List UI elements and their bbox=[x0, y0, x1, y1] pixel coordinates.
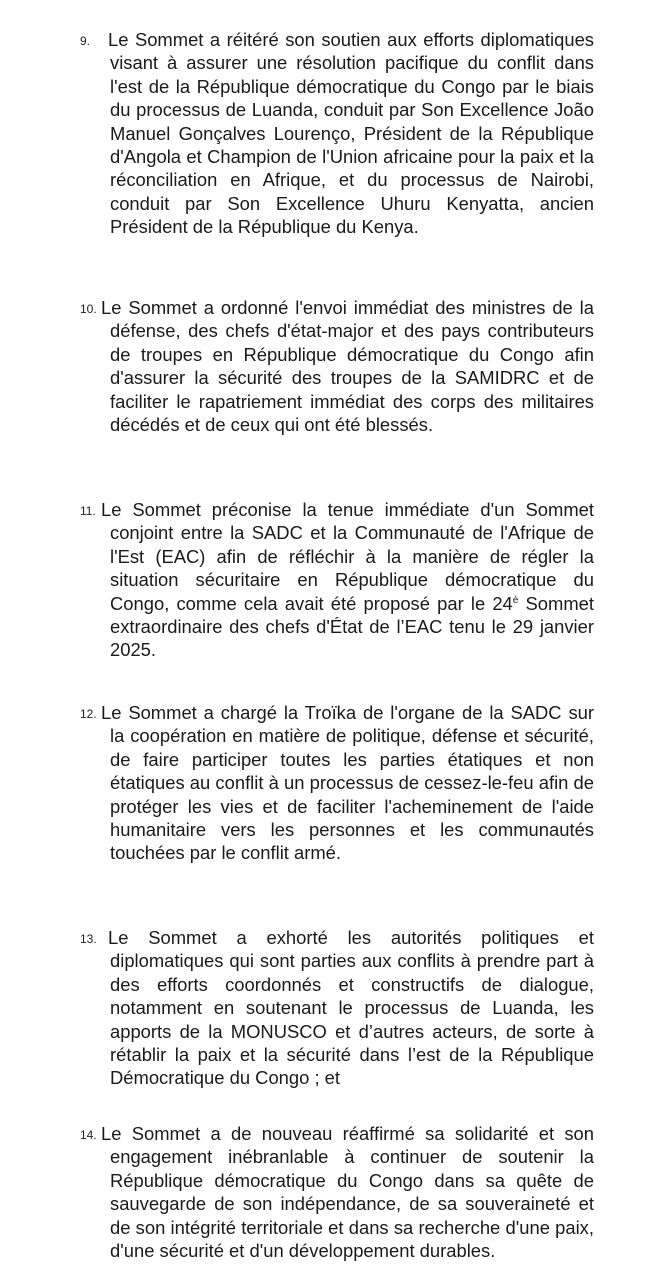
paragraph-number: 14. bbox=[80, 1128, 97, 1142]
paragraph-text: Le Sommet a exhorté les autorités politiques et diplomatiques qui sont parties aux conflits à prendre part à des efforts coordonnés et constructifs de dialogue, notamment en soutenant le processus de Luanda, les apports de la MONUSCO et d’autres acteurs, de sorte à rétablir la paix et la sécurité dans l’est de la République Démocratique du Congo ; et bbox=[108, 927, 594, 1089]
paragraph-text: Le Sommet a chargé la Troïka de l'organe de la SADC sur la coopération en matière de politique, défense et sécurité, de faire participer toutes les parties étatiques et non étatiques au conflit à un processus de cessez-le-feu afin de protéger les vies et de faciliter l'acheminement de l'aide humanitaire vers les personnes et les communautés touchées par le conflit armé. bbox=[101, 702, 594, 864]
paragraph-text: Le Sommet a de nouveau réaffirmé sa solidarité et son engagement inébranlable à continuer de soutenir la République démocratique du Congo dans sa quête de sauvegarde de son indépendance, de sa souveraineté et de son intégrité territoriale et dans sa recherche d'une paix, d'une sécurité et d'un développement durables. bbox=[101, 1123, 594, 1262]
paragraph-text bbox=[101, 498, 594, 662]
paragraph-number: 11. bbox=[80, 504, 96, 518]
paragraph-text: Le Sommet a réitéré son soutien aux efforts diplomatiques visant à assurer une résolution pacifique du conflit dans l'est de la République démocratique du Congo par le biais du processus de Luanda, conduit par Son Excellence João Manuel Gonçalves Lourenço, Président de la République d'Angola et Champion de l'Union africaine pour la paix et la réconciliation en Afrique, et du processus de Nairobi, conduit par Son Excellence Uhuru Kenyatta, ancien Président de la République du Kenya. bbox=[108, 29, 594, 238]
ordinal-superscript: è bbox=[512, 594, 519, 606]
paragraph-number: 12. bbox=[80, 707, 97, 721]
paragraph-number: 13. bbox=[80, 932, 97, 946]
paragraph-number: 9. bbox=[80, 34, 91, 48]
paragraph-text-part: Le Sommet préconise la tenue immédiate d'un Sommet conjoint entre la SADC et la Communauté de l'Afrique de l'Est (EAC) afin de réfléchir à la manière de régler la situation sécuritaire en République démocratique du Congo, comme cela avait été proposé par le 24 bbox=[101, 499, 594, 614]
paragraph-number: 10. bbox=[80, 302, 97, 316]
paragraph-text-part: Sommet extraordinaire des chefs d'État de l’EAC tenu le 29 janvier 2025. bbox=[110, 592, 594, 661]
paragraph-text: Le Sommet a ordonné l'envoi immédiat des ministres de la défense, des chefs d'état-major et des pays contributeurs de troupes en République démocratique du Congo afin d'assurer la sécurité des troupes de la SAMIDRC et de faciliter le rapatriement immédiat des corps des militaires décédés et de ceux qui ont été blessés. bbox=[101, 297, 594, 436]
